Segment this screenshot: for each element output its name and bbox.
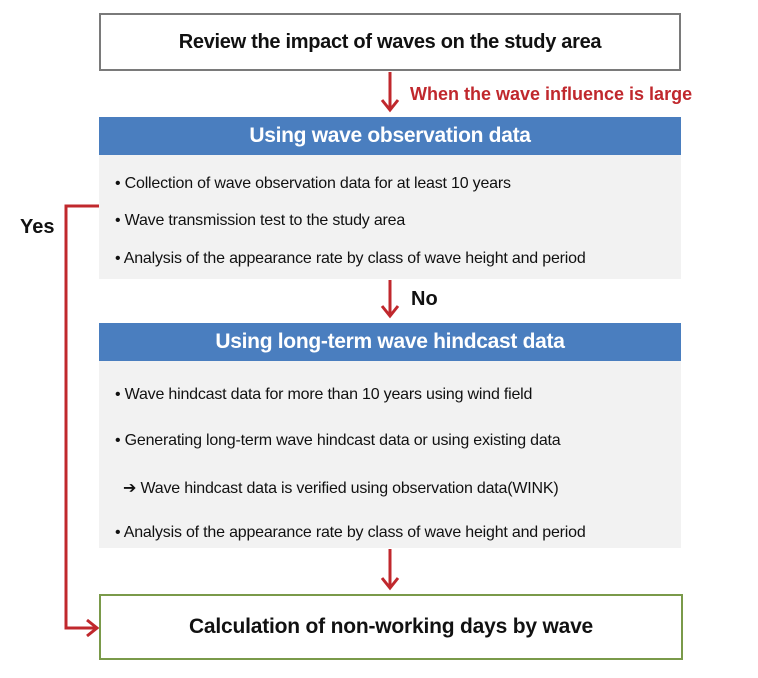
hindcast-bullet: • Generating long-term wave hindcast data or using existing data (115, 432, 561, 449)
condition-label: When the wave influence is large (410, 84, 693, 104)
arrow-review-to-observation (382, 72, 398, 110)
observation-bullet: • Analysis of the appearance rate by class of wave height and period (115, 250, 586, 267)
calculation-label: Calculation of non-working days by wave (188, 615, 594, 638)
review-impact-box (99, 13, 681, 71)
hindcast-section-title: Using long-term wave hindcast data (215, 330, 565, 353)
observation-section-header (99, 117, 681, 155)
arrow-hindcast-to-calculation (382, 549, 398, 588)
observation-bullet: • Collection of wave observation data for at least 10 years (115, 175, 511, 192)
arrow-observation-to-hindcast (382, 280, 398, 316)
calculation-box (99, 594, 683, 660)
hindcast-bullet: • Analysis of the appearance rate by class of wave height and period (115, 524, 586, 541)
hindcast-verification-note: ➔ Wave hindcast data is verified using observation data(WINK) (123, 480, 559, 497)
no-label: No (411, 288, 438, 310)
hindcast-bullet: • Wave hindcast data for more than 10 years using wind field (115, 386, 533, 403)
arrow-yes-path (66, 206, 99, 636)
hindcast-section-header (99, 323, 681, 361)
review-impact-label: Review the impact of waves on the study area (178, 30, 602, 53)
observation-section-title: Using wave observation data (249, 124, 531, 147)
yes-label: Yes (20, 216, 55, 238)
observation-bullet: • Wave transmission test to the study area (115, 212, 406, 229)
